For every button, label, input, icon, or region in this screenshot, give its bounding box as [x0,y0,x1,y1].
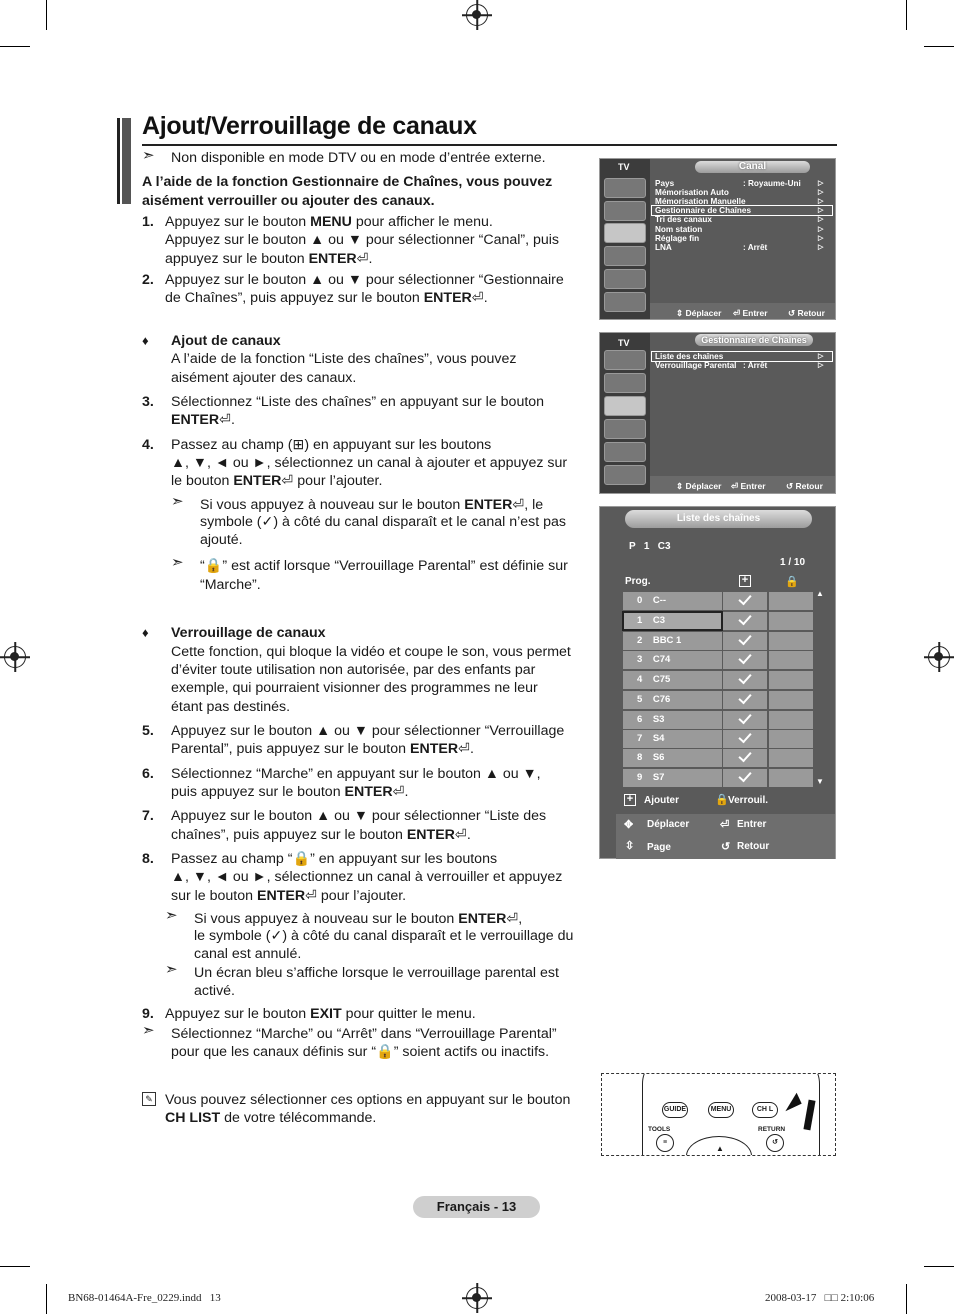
add-cell[interactable] [723,592,767,610]
enter-icon: ⏎ [219,412,231,428]
step-number: 4. [142,437,154,453]
menu-item-tri-canaux[interactable]: Tri des canaux ▷ [655,215,824,224]
channel-name: 0 C-- [623,592,722,610]
tip-icon: ✎ [142,1092,156,1106]
add-cell[interactable] [723,711,767,729]
picture-icon [604,350,646,370]
lock-cell[interactable] [769,632,813,650]
enter-icon: ⏎ [471,290,484,306]
menu-header: Canal [695,161,810,173]
checkmark-icon [738,711,751,725]
note-8b-line-2: activé. [194,983,236,999]
sound-icon [604,201,646,221]
tools-button: ≡ [656,1134,674,1152]
tv-label: TV [618,338,630,348]
lock-cell[interactable] [769,651,813,669]
channel-name: 5 C76 [623,691,722,709]
note-9-line-1: Sélectionnez “Marche” ou “Arrêt” dans “Verrouillage Parental” [171,1026,557,1042]
channel-name: 3 C74 [623,651,722,669]
enter-icon: ⏎ [458,741,470,757]
menu-item-liste-chaines[interactable]: Liste des chaînes ▷ [652,352,832,361]
up-arrow-icon: ▲ [716,1144,724,1153]
setup-icon [604,419,646,439]
registration-mark [466,4,488,26]
tv-menu-gestionnaire [599,332,836,494]
lock-cell[interactable] [769,730,813,748]
note-4b-line-1: “🔒” est actif lorsque “Verrouillage Parental” est définie sur [200,558,568,574]
note-8b-line-1: Un écran bleu s’affiche lorsque le verrouillage parental est [194,965,559,981]
menu-item-pays[interactable]: Pays : Royaume-Uni ▷ [655,179,824,188]
note-arrow-icon: ➣ [165,907,178,924]
move-icon: ✥ [624,819,634,831]
lock-cell[interactable] [769,749,813,767]
add-cell[interactable] [723,632,767,650]
step-7-line-2: chaînes”, puis appuyez sur le bouton ENTER⏎. [171,827,471,843]
input-icon [604,442,646,462]
step-2-line-1: Appuyez sur le bouton ▲ ou ▼ pour sélectionner “Gestionnaire [165,272,564,288]
crop-mark [0,1266,30,1267]
checkmark-icon [738,651,751,665]
channel-list-header: Liste des chaînes [625,510,812,528]
application-icon [604,465,646,485]
note-arrow-icon: ➣ [142,147,155,164]
add-heading: Ajout de canaux [171,333,281,349]
enter-icon: ⏎ [454,827,467,843]
scroll-down-icon[interactable]: ▼ [816,777,824,786]
add-column-icon: + [739,575,751,587]
step-7-line-1: Appuyez sur le bouton ▲ ou ▼ pour sélectionner “Liste des [171,808,547,824]
channel-name: 4 C75 [623,671,722,689]
slug-right: 2008-03-17 □□ 2:10:06 [765,1292,875,1304]
step-1-line-2: Appuyez sur le bouton ▲ ou ▼ pour sélectionner “Canal”, puis [165,232,560,248]
checkmark-icon [738,769,751,783]
page-indicator: 1 / 10 [780,557,806,568]
return-icon: ↺ [721,841,731,853]
step-number: 2. [142,272,154,288]
channel-row[interactable] [623,691,813,709]
footer-enter: ⏎ Entrer [731,481,766,491]
lock-cell[interactable] [769,592,813,610]
channel-name: 6 S3 [623,711,722,729]
add-icon: + [624,794,636,806]
step-4-line-1: Passez au champ (⊞) en appuyant sur les boutons [171,437,492,453]
checkmark-icon [738,749,751,763]
footer-back: Retour [737,841,770,852]
channel-icon [604,223,646,243]
step-9-line-1: Appuyez sur le bouton EXIT pour quitter le menu. [165,1006,476,1022]
footer-back: ↺ Retour [786,481,823,491]
input-icon [604,269,646,289]
checkmark-icon [738,592,751,606]
lock-icon: 🔒 [204,558,223,574]
scroll-up-icon[interactable]: ▲ [816,589,824,598]
checkmark-icon [738,632,751,646]
tools-label: TOOLS [648,1126,671,1133]
crop-mark [924,46,954,47]
footer-move: ⇕ Déplacer [676,481,722,491]
intro-line-1: A l’aide de la fonction Gestionnaire de Chaînes, vous pouvez [142,174,553,190]
channel-name: 8 S6 [623,749,722,767]
note-4b-line-2: “Marche”. [200,577,261,593]
step-number: 9. [142,1006,154,1022]
return-button: ↺ [766,1134,784,1152]
setup-icon [604,246,646,266]
lock-line-1: Cette fonction, qui bloque la vidéo et coupe le son, vous permet [171,644,571,660]
footer-enter: ⏎ Entrer [733,308,768,318]
prog-label: Prog. [625,576,651,587]
lock-label: Verrouil. [728,795,769,806]
note-unavailable: Non disponible en mode DTV ou en mode d’entrée externe. [171,150,546,166]
page-title: Ajout/Verrouillage de canaux [142,112,477,140]
channel-row[interactable] [623,612,813,630]
tv-menu-canal [599,158,836,320]
enter-icon: ⏎ [506,911,519,927]
checkmark-icon [738,730,751,744]
tip-line-1: Vous pouvez sélectionner ces options en appuyant sur le bouton [165,1092,571,1108]
menu-item-nom-station[interactable]: Nom station ▷ [655,225,824,234]
note-4a-line-3: ajouté. [200,532,243,548]
page-icon: ⇳ [625,840,635,852]
step-2-line-2: de Chaînes”, puis appuyez sur le bouton ENTER⏎. [165,290,488,306]
menu-item-reglage-fin[interactable]: Réglage fin ▷ [655,234,824,243]
step-8-line-1: Passez au champ “🔒” en appuyant sur les boutons [171,851,498,867]
current-channel: P 1 C3 [629,541,671,552]
note-arrow-icon: ➣ [165,961,178,978]
channel-row[interactable] [623,730,813,748]
enter-icon: ⏎ [512,497,525,513]
lock-cell[interactable] [769,612,813,630]
lock-line-2: d’éviter toute utilisation non autorisée, par des enfants par [171,662,536,678]
step-5-line-1: Appuyez sur le bouton ▲ ou ▼ pour sélectionner “Verrouillage [171,723,565,739]
add-cell[interactable] [723,730,767,748]
lock-cell[interactable] [769,711,813,729]
bullet-diamond-icon: ♦ [142,333,149,348]
sound-icon [604,373,646,393]
step-number: 5. [142,723,154,739]
add-cell[interactable] [723,769,767,787]
menu-header: Gestionnaire de Chaînes [695,334,813,346]
note-arrow-icon: ➣ [171,554,184,571]
remote-control-illustration [601,1073,836,1156]
channel-icon [604,396,646,416]
title-accent-bar [117,118,131,204]
step-1-line-3: appuyez sur le bouton ENTER⏎. [165,251,373,267]
crop-mark [906,0,907,30]
lock-cell[interactable] [769,691,813,709]
step-number: 8. [142,851,154,867]
channel-row[interactable] [623,592,813,610]
return-label: RETURN [758,1126,786,1133]
enter-icon: ⏎ [281,473,294,489]
lock-column-icon: 🔒 [785,576,799,588]
note-4a-line-2: symbole (✓) à côté du canal disparaît et le canal n’est pas [200,514,566,530]
registration-mark [928,646,950,668]
picture-icon [604,178,646,198]
channel-row[interactable] [623,671,813,689]
checkmark-icon [738,612,751,626]
channel-list-panel [599,506,836,859]
step-3-line-2: ENTER⏎. [171,412,235,428]
add-cell[interactable] [723,691,767,709]
menu-item-lna[interactable]: LNA : Arrêt ▷ [655,243,824,252]
step-number: 6. [142,766,154,782]
channel-name: 2 BBC 1 [623,632,722,650]
note-8a-line-1: Si vous appuyez à nouveau sur le bouton ENTER⏎, [194,911,523,927]
step-8-line-2: ▲, ▼, ◄ ou ►, sélectionnez un canal à verrouiller et appuyez [171,869,563,885]
add-field-icon: ⊞ [292,437,305,453]
step-number: 7. [142,808,154,824]
channel-row[interactable] [623,769,813,787]
checkmark-icon [738,671,751,685]
tip-line-2: CH LIST de votre télécommande. [165,1110,377,1126]
channel-name: 7 S4 [623,730,722,748]
step-8-line-3: sur le bouton ENTER⏎ pour l’ajouter. [171,888,407,904]
registration-mark [466,1287,488,1309]
menu-item-verrouillage-parental[interactable]: Verrouillage Parental : Arrêt ▷ [655,361,824,370]
page-number-pill: Français - 13 [413,1196,540,1218]
tv-label: TV [618,162,630,172]
enter-icon: ⏎ [720,819,730,831]
step-5-line-2: Parental”, puis appuyez sur le bouton ENTER⏎. [171,741,474,757]
note-8a-line-3: canal est annulé. [194,946,302,962]
note-9-line-2: pour que les canaux définis sur “🔒” soient actifs ou inactifs. [171,1044,550,1060]
step-6-line-1: Sélectionnez “Marche” en appuyant sur le bouton ▲ ou ▼, [171,766,541,782]
footer-back: ↺ Retour [788,308,825,318]
footer-move: ⇕ Déplacer [676,308,722,318]
note-arrow-icon: ➣ [142,1022,155,1039]
registration-mark [4,646,26,668]
checkmark-icon: ✓ [261,514,274,530]
checkmark-icon: ✓ [270,928,283,944]
menu-item-gestionnaire[interactable]: Gestionnaire de Chaînes ▷ [652,206,832,215]
step-6-line-2: puis appuyez sur le bouton ENTER⏎. [171,784,409,800]
footer-move: Déplacer [647,819,690,830]
crop-mark [906,1284,907,1314]
crop-mark [46,0,47,30]
menu-item-memorisation-manuelle[interactable]: Mémorisation Manuelle ▷ [655,197,824,206]
step-number: 1. [142,214,154,230]
slug-left: BN68-01464A-Fre_0229.indd 13 [68,1292,221,1304]
enter-icon: ⏎ [392,784,405,800]
lock-cell[interactable] [769,671,813,689]
footer-page: Page [647,842,671,853]
step-1-line-1: Appuyez sur le bouton MENU pour afficher le menu. [165,214,493,230]
step-4-line-2: ▲, ▼, ◄ ou ►, sélectionnez un canal à ajouter et appuyez sur [171,455,568,471]
step-3-line-1: Sélectionnez “Liste des chaînes” en appuyant sur le bouton [171,394,545,410]
enter-icon: ⏎ [305,888,317,904]
channel-row[interactable] [623,749,813,767]
title-rule [142,144,837,146]
crop-mark [46,1284,47,1314]
channel-row[interactable] [623,711,813,729]
guide-button: GUIDE [662,1102,688,1118]
note-arrow-icon: ➣ [171,493,184,510]
lock-line-4: étant pas destinés. [171,699,291,715]
add-cell[interactable] [723,749,767,767]
lock-heading: Verrouillage de canaux [171,625,326,641]
bullet-diamond-icon: ♦ [142,625,149,640]
channel-name: 1 C3 [623,612,722,630]
channel-row[interactable] [623,651,813,669]
add-cell[interactable] [723,612,767,630]
step-number: 3. [142,394,154,410]
crop-mark [924,1266,954,1267]
note-4a-line-1: Si vous appuyez à nouveau sur le bouton ENTER⏎, le [200,497,544,513]
step-4-line-3: le bouton ENTER⏎ pour l’ajouter. [171,473,383,489]
channel-name: 9 S7 [623,769,722,787]
footer-enter: Entrer [737,819,767,830]
add-cell[interactable] [723,671,767,689]
lock-icon: 🔒 [715,794,729,806]
crop-mark [0,46,30,47]
application-icon [604,292,646,312]
chlist-button: CH L [752,1102,778,1118]
add-cell[interactable] [723,651,767,669]
menu-button: MENU [708,1102,734,1118]
checkmark-icon [738,691,751,705]
lock-cell[interactable] [769,769,813,787]
lock-icon: 🔒 [292,851,311,867]
enter-icon: ⏎ [356,251,369,267]
lock-line-3: exemple, qui pourraient visionner des programmes ne leur [171,680,538,696]
menu-item-memorisation-auto[interactable]: Mémorisation Auto ▷ [655,188,824,197]
note-8a-line-2: le symbole (✓) à côté du canal disparaît et le verrouillage du [194,928,574,944]
channel-row[interactable] [623,632,813,650]
add-label: Ajouter [644,795,679,806]
add-line-1: A l’aide de la fonction “Liste des chaînes”, vous pouvez [171,351,517,367]
add-line-2: aisément ajouter des canaux. [171,370,357,386]
intro-line-2: aisément verrouiller ou ajouter des canaux. [142,193,435,209]
lock-icon: 🔒 [376,1044,394,1060]
